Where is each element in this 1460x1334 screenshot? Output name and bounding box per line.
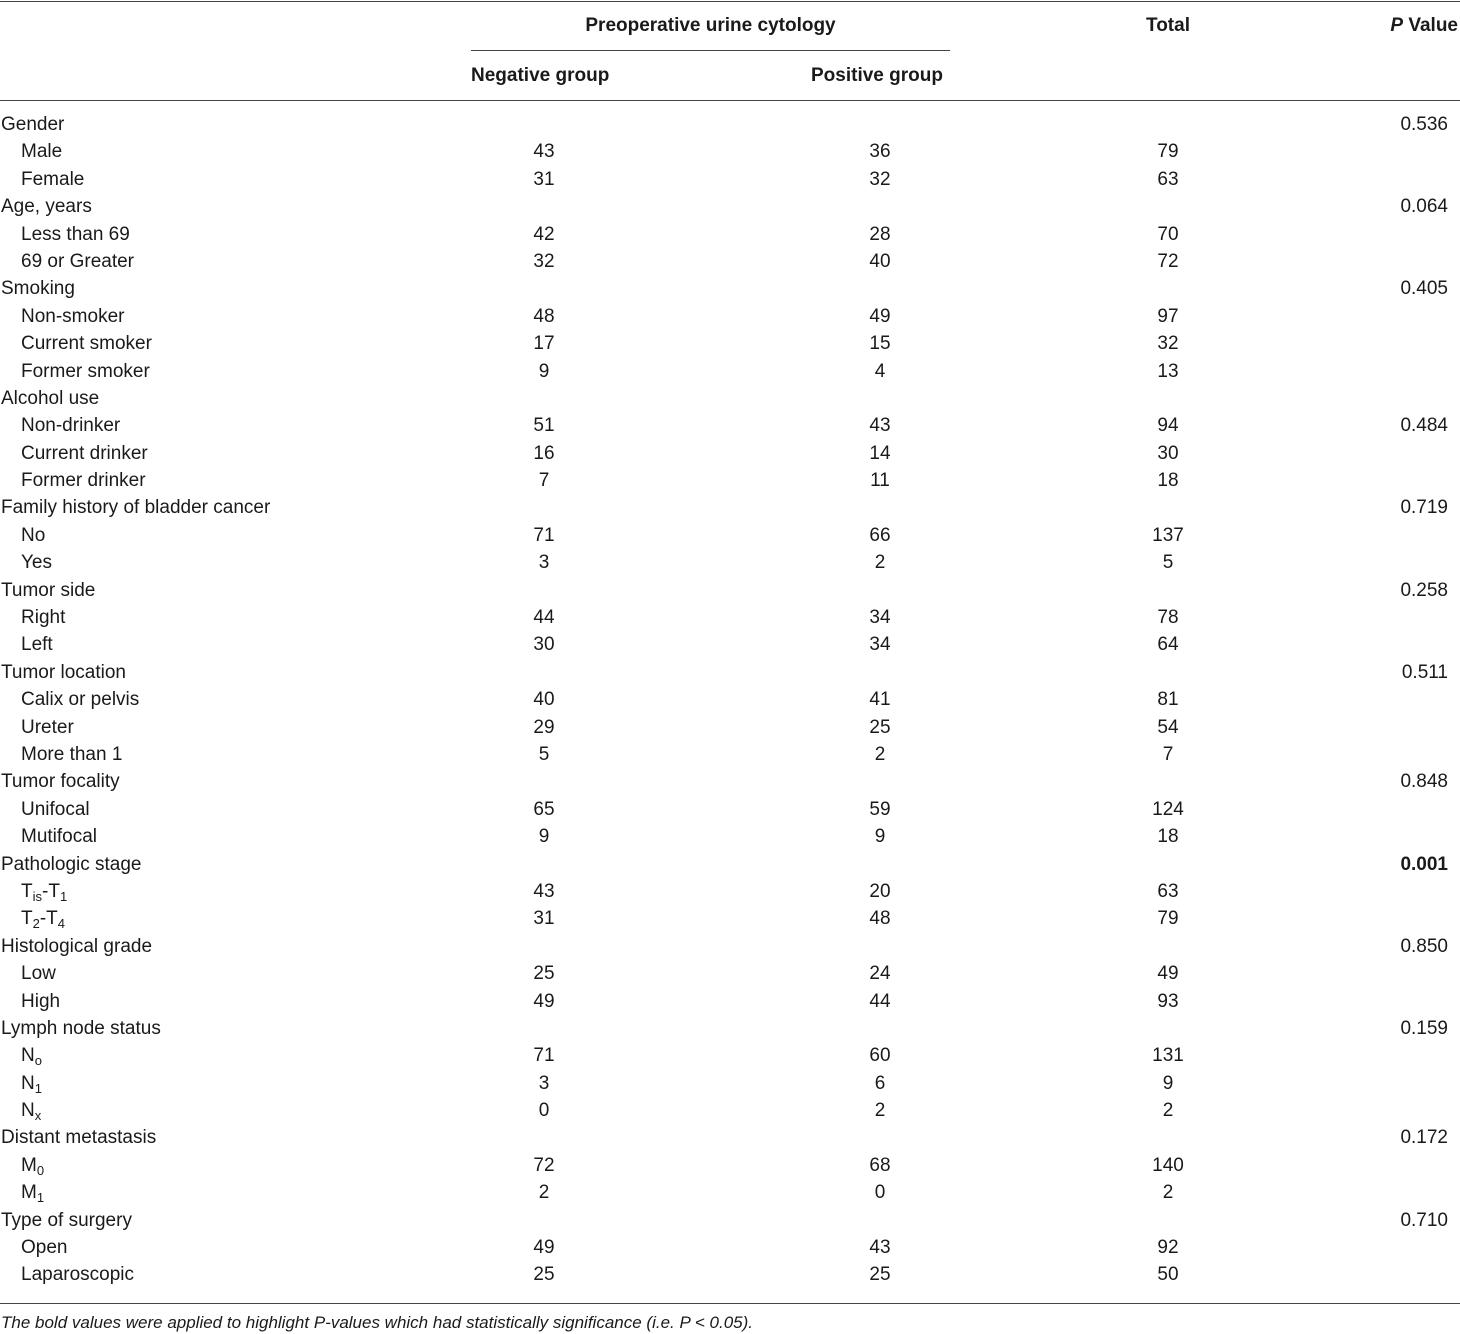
cell-negative: 71 [533,524,555,546]
label-text: Mutifocal [21,826,98,848]
table-row [0,1043,1460,1070]
cell-total: 63 [1157,880,1179,902]
table-top-rule [0,1,1460,2]
row-category-label [1,771,120,793]
cell-negative: 31 [533,908,555,930]
label-text: Unifocal [21,798,90,820]
label-text: Female [21,168,85,190]
cell-total: 64 [1157,634,1179,656]
table-row [0,797,1460,824]
table-row-category [0,769,1460,796]
table-row-category [0,194,1460,221]
cell-total: 79 [1157,908,1179,930]
cell-negative: 71 [533,1045,555,1067]
label-text: 69 or Greater [21,250,134,272]
label-text: High [21,990,61,1012]
label-text: Open [21,1237,68,1259]
cell-p-value: 0.159 [1400,1017,1448,1039]
cell-positive: 43 [869,415,891,437]
table-row-category [0,660,1460,687]
row-category-label [1,278,75,300]
cell-negative: 3 [538,552,550,574]
table-row [0,605,1460,632]
cell-total: 94 [1157,415,1179,437]
subscript-text: 4 [57,916,66,932]
cell-total: 30 [1157,442,1179,464]
cell-total: 9 [1162,1072,1174,1094]
cell-positive: 60 [869,1045,891,1067]
row-category-label [1,580,95,602]
cell-total: 18 [1157,470,1179,492]
cell-total: 50 [1157,1264,1179,1286]
cell-p-value: 0.511 [1401,661,1448,683]
cell-negative: 30 [533,634,555,656]
cell-positive: 34 [869,607,891,629]
row-sublabel [21,689,139,711]
subscript-text: 2 [32,916,40,932]
cell-positive: 14 [869,442,891,464]
cell-total: 78 [1157,607,1179,629]
cell-positive: 44 [869,990,891,1012]
table-row [0,715,1460,742]
label-text: Current smoker [21,333,152,355]
label-text: -T [39,908,58,930]
row-sublabel [21,552,52,574]
table-row [0,1180,1460,1207]
row-category-label [1,854,142,876]
row-sublabel [21,525,45,547]
label-text: T [21,880,33,902]
label-text: Low [21,963,56,985]
cell-negative: 2 [538,1182,550,1204]
cell-negative: 49 [533,1237,555,1259]
cell-negative: 32 [533,250,555,272]
table-row [0,1235,1460,1262]
cell-negative: 17 [533,333,555,355]
table-row [0,550,1460,577]
cell-positive: 36 [869,141,891,163]
label-text: M [21,1182,37,1204]
table-row [0,1098,1460,1125]
cell-positive: 32 [869,168,891,190]
row-sublabel [21,1264,134,1286]
label-text: Tumor location [1,661,126,683]
cell-negative: 25 [533,1264,555,1286]
label-text: Pathologic stage [1,853,142,875]
cell-total: 81 [1157,689,1179,711]
label-text: Former drinker [21,470,146,492]
label-text: Former smoker [21,360,150,382]
table-row [0,167,1460,194]
cell-negative: 43 [533,141,555,163]
cell-total: 2 [1162,1100,1174,1122]
cell-positive: 28 [869,223,891,245]
cell-negative: 3 [538,1072,550,1094]
row-sublabel [21,306,124,328]
cell-negative: 7 [538,470,550,492]
cell-p-value: 0.536 [1400,114,1448,135]
label-text: N [21,1045,35,1067]
cell-total: 92 [1157,1237,1179,1259]
row-category-label [1,497,270,519]
table-row-category [0,276,1460,303]
label-text: Non-drinker [21,415,121,437]
cell-negative: 65 [533,798,555,820]
label-text: Non-smoker [21,305,125,327]
cell-total: 54 [1157,716,1179,738]
row-sublabel [21,744,122,766]
label-text: Tumor side [1,579,96,601]
table-row [0,961,1460,988]
cell-total: 7 [1162,743,1174,765]
cell-positive: 49 [869,305,891,327]
row-sublabel [21,881,67,903]
table-row [0,304,1460,331]
table-row-category [0,1016,1460,1043]
label-text: More than 1 [21,743,123,765]
cell-negative: 72 [533,1154,555,1176]
cell-total: 32 [1157,333,1179,355]
label-text: Type of surgery [1,1209,132,1231]
cell-positive: 40 [869,250,891,272]
label-text: Laparoscopic [21,1264,135,1286]
cell-total: 70 [1157,223,1179,245]
cell-negative: 49 [533,990,555,1012]
row-category-label [1,936,152,958]
label-text: N [21,1100,35,1122]
row-sublabel [21,415,120,437]
subscript-text: 0 [36,1162,45,1178]
cell-total: 140 [1152,1154,1184,1176]
cell-positive: 9 [874,826,886,848]
table-row [0,331,1460,358]
table-row-category [0,1125,1460,1152]
cell-negative: 9 [538,826,550,848]
cell-p-value: 0.850 [1400,935,1448,957]
table-row-category [0,578,1460,605]
label-text: -T [42,880,60,902]
row-category-label [1,196,92,218]
cell-total: 93 [1157,990,1179,1012]
row-sublabel [21,991,60,1013]
subscript-text: o [34,1053,42,1069]
row-sublabel [21,1182,44,1204]
cell-positive: 0 [874,1182,886,1204]
label-text: T [21,908,33,930]
table-row-category [0,495,1460,522]
table-footnote: The bold values were applied to highlight P-values which had statistically significance (i.e. P < 0.05). [1,1313,754,1332]
label-text: Histological grade [1,935,153,957]
label-text: Alcohol use [1,387,100,409]
label-text: Smoking [1,278,75,300]
table-row-category [0,1208,1460,1235]
row-sublabel [21,908,65,930]
cell-negative: 25 [533,963,555,985]
table-row [0,1262,1460,1289]
row-sublabel [21,141,62,163]
cell-positive: 25 [869,1264,891,1286]
cell-negative: 16 [533,442,555,464]
cell-positive: 48 [869,908,891,930]
row-sublabel [21,470,146,492]
subscript-text: x [34,1108,42,1124]
cell-total: 97 [1157,305,1179,327]
cell-total: 63 [1157,168,1179,190]
label-text: Age, years [1,196,92,218]
row-category-label [1,1210,132,1232]
row-category-label [1,114,64,136]
cell-negative: 43 [533,880,555,902]
label-text: Right [21,607,66,629]
cell-p-value: 0.064 [1400,196,1448,218]
table-row [0,906,1460,933]
row-sublabel [21,1045,42,1067]
label-text: Gender [1,114,65,135]
table-row [0,1071,1460,1098]
row-sublabel [21,361,150,383]
table-row [0,249,1460,276]
row-category-label [1,662,126,684]
label-text: Male [21,141,63,163]
cell-total: 137 [1152,524,1184,546]
cell-p-value: 0.405 [1400,278,1448,300]
row-category-label [1,1127,156,1149]
row-sublabel [21,717,74,739]
table-row [0,632,1460,659]
cell-positive: 25 [869,716,891,738]
row-sublabel [21,443,148,465]
cell-total: 2 [1162,1182,1174,1204]
table-row-category [0,934,1460,961]
cell-negative: 0 [538,1100,550,1122]
table-row [0,742,1460,769]
row-sublabel [21,169,84,191]
cell-total: 131 [1152,1045,1184,1067]
label-text: Lymph node status [1,1017,161,1039]
cell-total: 49 [1157,963,1179,985]
cell-p-value: 0.258 [1400,579,1448,601]
row-sublabel [21,963,56,985]
row-sublabel [21,1100,41,1122]
row-sublabel [21,607,65,629]
row-category-label [1,1018,161,1040]
row-sublabel [21,1237,67,1259]
header-group-title: Preoperative urine cytology [585,15,836,36]
table-row [0,413,1460,440]
cell-positive: 43 [869,1237,891,1259]
header-negative-group: Negative group [471,65,610,86]
cell-negative: 9 [538,360,550,382]
cell-p-value: 0.719 [1400,497,1448,519]
cell-p-value: 0.484 [1400,415,1448,437]
cell-positive: 2 [874,743,886,765]
header-positive-group: Positive group [811,65,943,86]
table-row [0,824,1460,851]
subscript-text: 1 [34,1080,42,1096]
label-text: No [21,524,46,546]
header-p-value [1390,15,1458,37]
header-p-value-rest: Value [1403,15,1458,36]
cell-positive: 11 [870,470,890,492]
label-text: Ureter [21,716,74,738]
cell-total: 72 [1157,250,1179,272]
row-sublabel [21,224,130,246]
cell-negative: 40 [533,689,555,711]
table-row-category [0,852,1460,879]
row-sublabel [21,1155,44,1177]
label-text: N [21,1072,35,1094]
table-body [0,112,1460,1290]
table-row [0,139,1460,166]
table-row [0,523,1460,550]
cell-positive: 41 [869,689,891,711]
row-sublabel [21,333,152,355]
cell-positive: 2 [874,1100,886,1122]
header-p-value-italic: P [1390,15,1404,36]
table-row [0,468,1460,495]
cell-negative: 44 [533,607,555,629]
table-bottom-rule [0,1303,1460,1304]
label-text: Current drinker [21,442,148,464]
row-category-label [1,388,99,410]
subscript-text: 1 [59,888,68,904]
cell-p-value: 0.710 [1400,1209,1448,1231]
cell-negative: 42 [533,223,555,245]
table-row [0,359,1460,386]
label-text: Yes [21,552,52,574]
cell-total: 18 [1157,826,1179,848]
label-text: Distant metastasis [1,1127,157,1149]
table-row-category [0,112,1460,139]
table-header-rule [0,100,1460,101]
row-sublabel [21,634,53,656]
label-text: Less than 69 [21,223,130,245]
subscript-text: 1 [36,1190,45,1206]
header-group-rule [471,50,950,51]
cell-positive: 4 [874,360,886,382]
cell-p-value: 0.848 [1400,771,1448,793]
header-total: Total [1146,15,1190,36]
table-row-category [0,386,1460,413]
cell-positive: 59 [869,798,891,820]
cell-positive: 15 [869,333,891,355]
cell-total: 124 [1152,798,1184,820]
row-sublabel [21,826,97,848]
label-text: Tumor focality [1,771,120,793]
label-text: Family history of bladder cancer [1,497,271,519]
cell-p-value: 0.001 [1400,853,1448,875]
cell-positive: 66 [869,524,891,546]
cell-positive: 20 [869,880,891,902]
subscript-text: is [32,888,42,904]
cell-negative: 31 [533,168,555,190]
label-text: Left [21,634,53,656]
row-sublabel [21,1073,42,1095]
cell-negative: 5 [538,743,550,765]
cell-negative: 51 [533,415,555,437]
row-sublabel [21,251,134,273]
table-row [0,989,1460,1016]
cell-positive: 2 [874,552,886,574]
table-row [0,687,1460,714]
label-text: M [21,1154,37,1176]
label-text: Calix or pelvis [21,689,140,711]
table-row [0,222,1460,249]
table-row [0,441,1460,468]
cell-negative: 48 [533,305,555,327]
cell-total: 79 [1157,141,1179,163]
cell-positive: 68 [869,1154,891,1176]
row-sublabel [21,799,90,821]
cell-negative: 29 [533,716,555,738]
cell-total: 13 [1157,360,1179,382]
table-row [0,879,1460,906]
cell-total: 5 [1162,552,1174,574]
cell-positive: 6 [874,1072,886,1094]
cell-p-value: 0.172 [1400,1127,1448,1149]
cell-positive: 34 [869,634,891,656]
table-row [0,1153,1460,1180]
cell-positive: 24 [869,963,891,985]
